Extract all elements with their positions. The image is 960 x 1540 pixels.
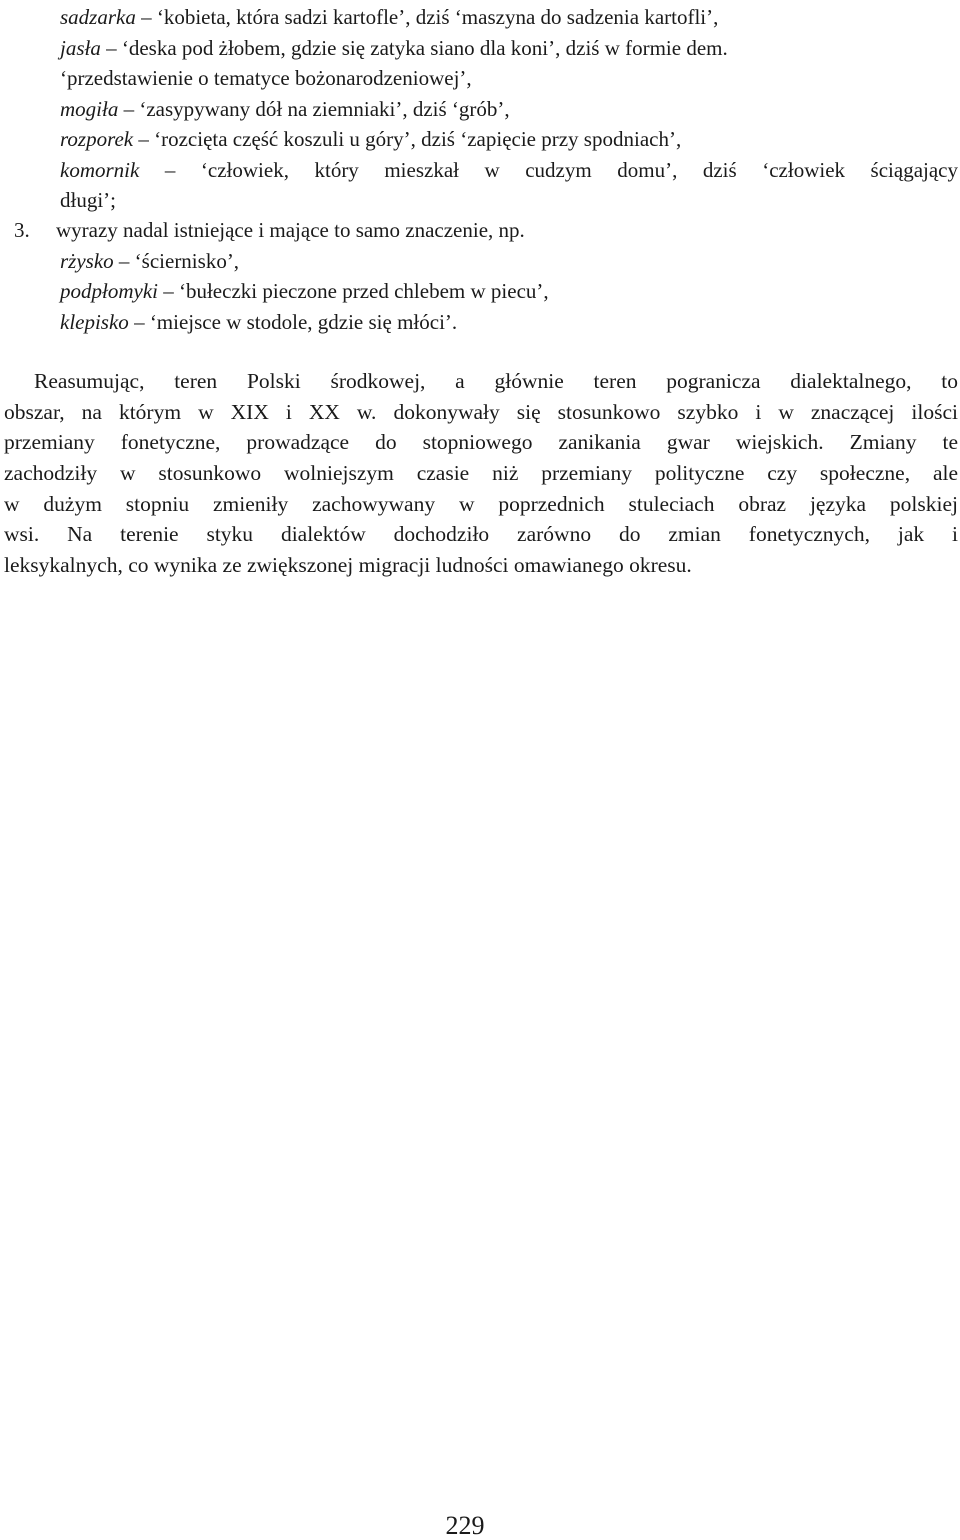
list-item — [14, 246, 914, 277]
paragraph-line: zachodziły w stosunkowo wolniejszym czasie niż przemiany polityczne czy społeczne, ale — [4, 461, 958, 486]
entry-definition: – ‘deska pod żłobem, gdzie się zatyka siano dla koni’, dziś w formie dem. — [100, 35, 728, 60]
list-item — [14, 307, 914, 338]
paragraph-line: wsi. Na terenie styku dialektów dochodziło zarówno do zmian fonetycznych, jak i — [4, 522, 958, 547]
paragraph-line: Reasumując, teren Polski środkowej, a głównie teren pogranicza dialektalnego, to — [34, 369, 958, 393]
entry-term: rżysko — [60, 248, 114, 273]
entry-definition: długi’; — [60, 188, 116, 212]
section-heading-text: wyrazy nadal istniejące i mające to samo znaczenie, np. — [56, 218, 525, 242]
summary-paragraph — [4, 366, 958, 581]
list-item — [60, 155, 958, 186]
entry-term: rozporek — [60, 127, 134, 151]
section-number: 3. — [14, 218, 30, 242]
entry-definition: – ‘kobieta, która sadzi kartofle’, dziś ‘maszyna do sadzenia kartofli’, — [135, 5, 719, 29]
list-item — [60, 2, 958, 33]
section-heading — [14, 215, 914, 246]
entry-definition: – ‘człowiek, który mieszkał w cudzym domu’, dziś ‘człowiek ściągający — [139, 157, 958, 182]
list-item — [60, 33, 958, 64]
paragraph-line: w dużym stopniu zmieniły zachowywany w poprzednich stuleciach obraz języka polskiej — [4, 491, 958, 516]
list-item-continuation — [60, 185, 958, 216]
list-item — [60, 94, 958, 125]
list-item-continuation — [60, 63, 958, 94]
entry-definition: – ‘miejsce w stodole, gdzie się młóci’. — [128, 309, 458, 334]
entry-term: mogiła — [60, 96, 119, 121]
page-number: 229 — [445, 1511, 485, 1540]
entry-definition: – ‘ściernisko’, — [113, 248, 240, 273]
entry-definition: ‘przedstawienie o tematyce bożonarodzeniowej’, — [60, 66, 472, 90]
list-item — [14, 276, 914, 307]
paragraph-line: leksykalnych, co wynika ze zwiększonej migracji ludności omawianego okresu. — [4, 553, 692, 578]
entry-term: klepisko — [60, 309, 129, 334]
entry-definition: – ‘rozcięta część koszuli u góry’, dziś ‘zapięcie przy spodniach’, — [133, 127, 682, 151]
entry-term: komornik — [60, 157, 140, 182]
entry-definition: – ‘bułeczki pieczone przed chlebem w piecu’, — [157, 279, 549, 303]
numbered-section-3 — [14, 215, 914, 337]
word-list — [60, 2, 958, 216]
paragraph-line: obszar, na którym w XIX i XX w. dokonywały się stosunkowo szybko i w znaczącej ilości — [4, 399, 958, 424]
entry-definition: – ‘zasypywany dół na ziemniaki’, dziś ‘grób’, — [118, 96, 510, 121]
entry-term: sadzarka — [60, 5, 136, 29]
entry-term: podpłomyki — [60, 279, 158, 303]
paragraph-line: przemiany fonetyczne, prowadzące do stopniowego zanikania gwar wiejskich. Zmiany te — [4, 430, 958, 455]
entry-term: jasła — [60, 35, 101, 60]
list-item — [60, 124, 958, 155]
